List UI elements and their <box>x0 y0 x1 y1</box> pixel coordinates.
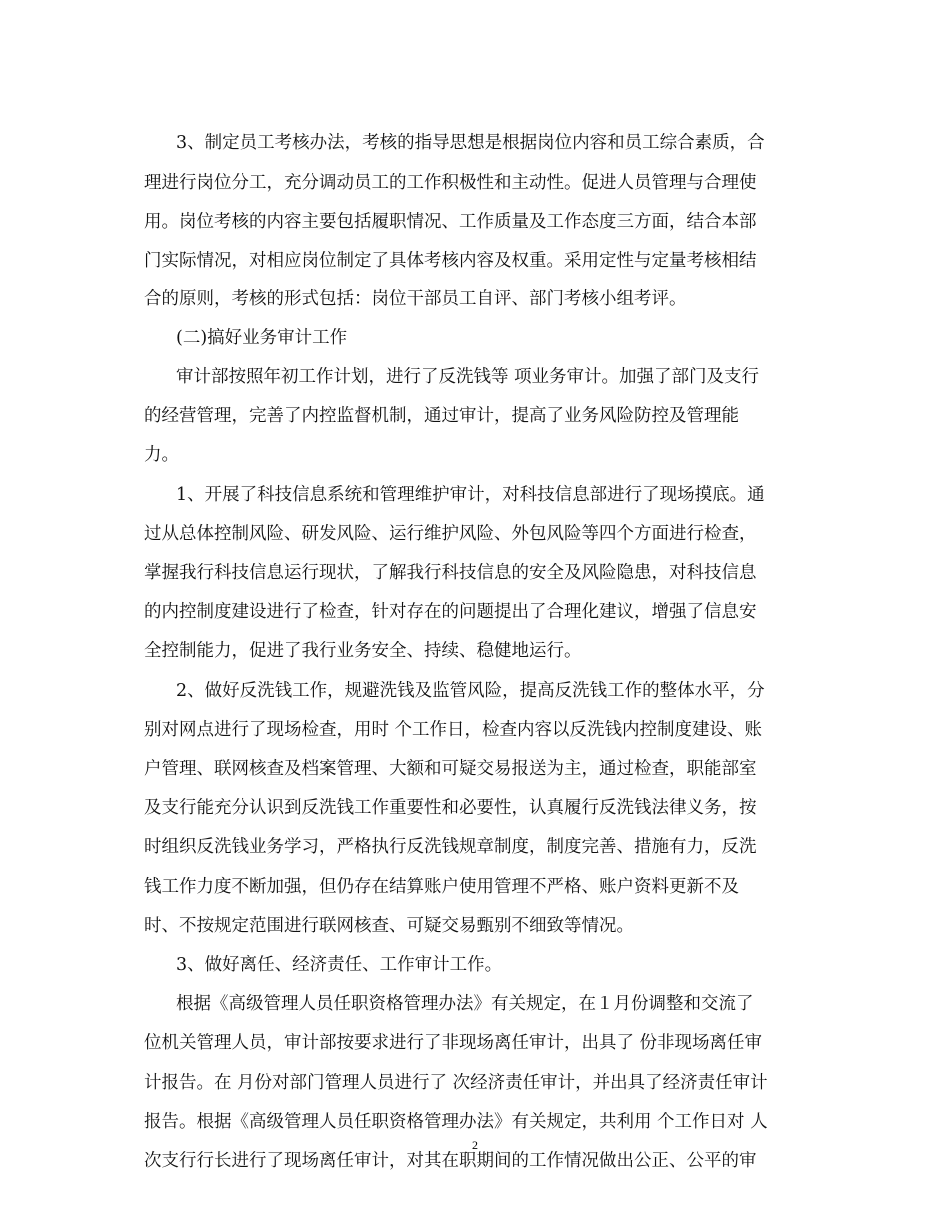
body-text-line: 合的原则，考核的形式包括：岗位干部员工自评、部门考核小组考评。 <box>144 289 687 309</box>
section-heading: (二)搞好业务审计工作 <box>176 328 348 348</box>
body-text-line: 计报告。在 月份对部门管理人员进行了 次经济责任审计，并出具了经济责任审计 <box>144 1073 768 1093</box>
body-text-line: 审计部按照年初工作计划，进行了反洗钱等 项业务审计。加强了部门及支行 <box>176 367 760 387</box>
body-text-line: 过从总体控制风险、研发风险、运行维护风险、外包风险等四个方面进行检查， <box>144 524 757 544</box>
body-text-line: 门实际情况，对相应岗位制定了具体考核内容及权重。采用定性与定量考核相结 <box>144 251 757 271</box>
body-text-line: 钱工作力度不断加强，但仍存在结算账户使用管理不严格、账户资料更新不及 <box>144 877 739 897</box>
body-text-line: 3、制定员工考核办法，考核的指导思想是根据岗位内容和员工综合素质，合 <box>176 133 765 153</box>
body-text-line: 用。岗位考核的内容主要包括履职情况、工作质量及工作态度三方面，结合本部 <box>144 212 757 232</box>
body-text-line: 位机关管理人员，审计部按要求进行了非现场离任审计，出具了 份非现场离任审 <box>144 1033 763 1053</box>
body-text-line: 根据《高级管理人员任职资格管理办法》有关规定，在１月份调整和交流了 <box>176 994 754 1014</box>
body-text-line: 3、做好离任、经济责任、工作审计工作。 <box>176 955 503 975</box>
body-text-line: 别对网点进行了现场检查，用时 个工作日，检查内容以反洗钱内控制度建设、账 <box>144 720 763 740</box>
body-text-line: 2、做好反洗钱工作，规避洗钱及监管风险，提高反洗钱工作的整体水平，分 <box>176 681 765 701</box>
body-text-line: 时、不按规定范围进行联网核查、可疑交易甄别不细致等情况。 <box>144 916 634 936</box>
body-text-line: 的经营管理，完善了内控监督机制，通过审计，提高了业务风险防控及管理能 <box>144 406 739 426</box>
body-text-line: 理进行岗位分工，充分调动员工的工作积极性和主动性。促进人员管理与合理使 <box>144 173 757 193</box>
body-text-line: 力。 <box>144 445 179 465</box>
body-text-line: 报告。根据《高级管理人员任职资格管理办法》有关规定，共利用 个工作日对 人 <box>144 1112 768 1132</box>
page-number: 2 <box>472 1138 478 1152</box>
body-text-line: 户管理、联网核查及档案管理、大额和可疑交易报送为主，通过检查，职能部室 <box>144 759 757 779</box>
body-text-line: 时组织反洗钱业务学习，严格执行反洗钱规章制度，制度完善、措施有力，反洗 <box>144 837 757 857</box>
body-text-line: 及支行能充分认识到反洗钱工作重要性和必要性，认真履行反洗钱法律义务，按 <box>144 798 757 818</box>
body-text-line: 掌握我行科技信息运行现状，了解我行科技信息的安全及风险隐患，对科技信息 <box>144 563 757 583</box>
body-text-line: 1、开展了科技信息系统和管理维护审计，对科技信息部进行了现场摸底。通 <box>176 485 765 505</box>
body-text-line: 次支行行长进行了现场离任审计，对其在职期间的工作情况做出公正、公平的审 <box>144 1151 757 1171</box>
body-text-line: 全控制能力，促进了我行业务安全、持续、稳健地运行。 <box>144 641 582 661</box>
body-text-line: 的内控制度建设进行了检查，针对存在的问题提出了合理化建议，增强了信息安 <box>144 602 757 622</box>
